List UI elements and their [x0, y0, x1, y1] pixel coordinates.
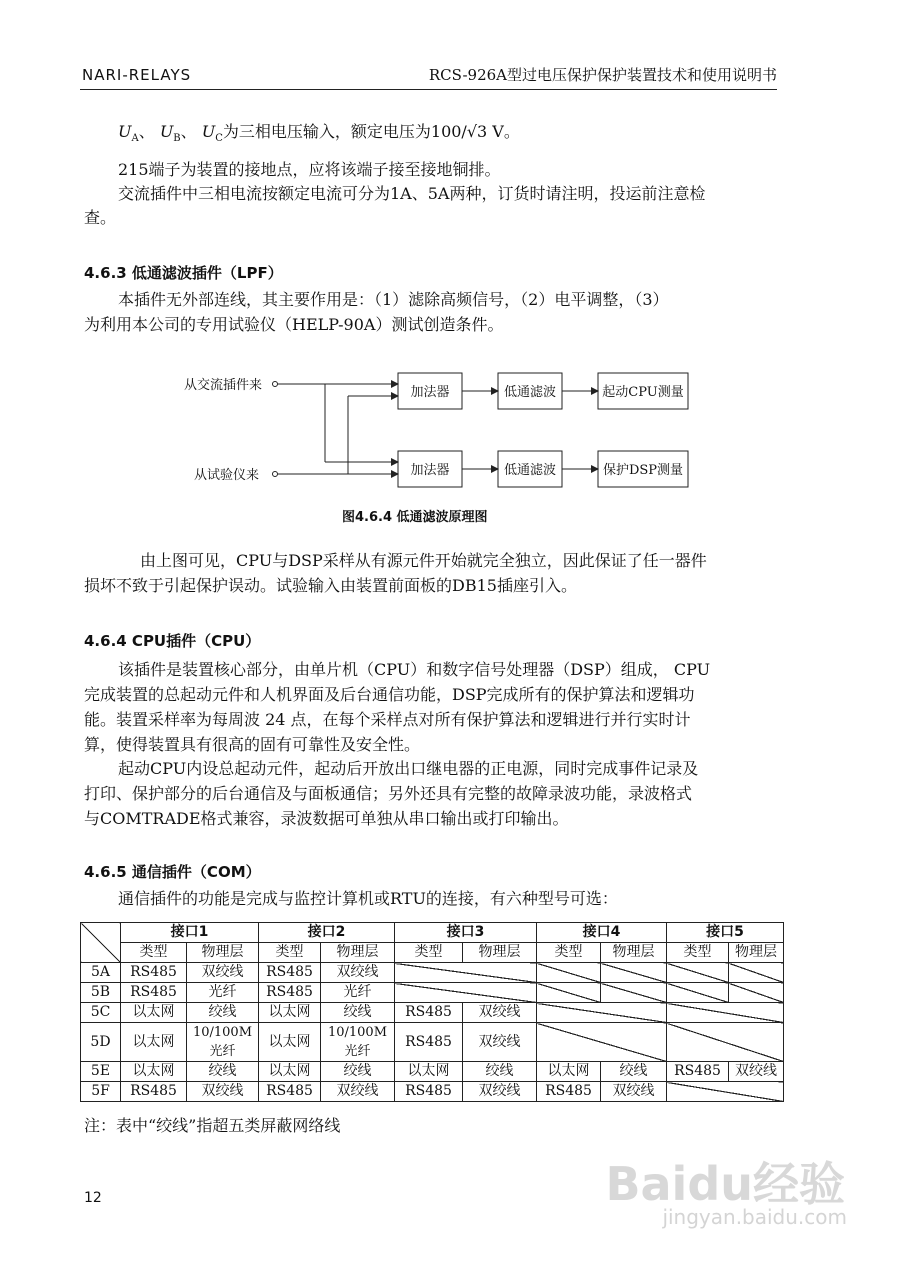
empty-cell	[601, 983, 667, 1003]
port-header: 接口5	[667, 923, 784, 943]
layer-header: 物理层	[463, 943, 537, 963]
model-cell: 5E	[81, 1062, 121, 1082]
paragraph-current-1: 交流插件中三相电流按额定电流可分为1A、5A两种，订货时请注明，投运前注意检	[118, 184, 706, 203]
heading-cpu: 4.6.4 CPU插件（CPU）	[84, 632, 261, 650]
table-cell: 双绞线	[321, 1082, 395, 1102]
header-brand: NARI-RELAYS	[82, 66, 192, 84]
lpf-paragraph-2a: 由上图可见，CPU与DSP采样从有源元件开始就完全独立，因此保证了任一器件	[140, 551, 707, 570]
heading-lpf: 4.6.3 低通滤波插件（LPF）	[84, 264, 283, 282]
table-row	[81, 963, 784, 983]
table-cell: 以太网	[537, 1062, 601, 1082]
table-cell: 以太网	[395, 1062, 463, 1082]
table-row	[81, 983, 784, 1003]
label-adder-bottom: 加法器	[410, 463, 450, 478]
table-cell: RS485	[121, 963, 187, 983]
table-cell: 双绞线	[463, 1003, 537, 1023]
lpf-paragraph-1a: 本插件无外部连线，其主要作用是：（1）滤除高频信号，（2）电平调整，（3）	[118, 290, 669, 309]
empty-cell	[395, 963, 537, 983]
empty-cell	[667, 963, 729, 983]
lpf-paragraph-2b: 损坏不致于引起保护误动。试验输入由装置前面板的DB15插座引入。	[84, 576, 577, 595]
layer-header: 物理层	[729, 943, 784, 963]
table-cell: 以太网	[259, 1062, 321, 1082]
cpu-paragraph-1b: 完成装置的总起动元件和人机界面及后台通信功能，DSP完成所有的保护算法和逻辑功	[84, 685, 695, 704]
empty-cell	[601, 963, 667, 983]
header-title: RCS-926A型过电压保护保护装置技术和使用说明书	[428, 66, 777, 84]
empty-cell	[537, 983, 601, 1003]
table-cell: RS485	[667, 1062, 729, 1082]
table-cell: 绞线	[601, 1062, 667, 1082]
table-cell: 绞线	[463, 1062, 537, 1082]
watermark-url: jingyan.baidu.com	[662, 1205, 847, 1229]
label-dsp: 保护DSP测量	[602, 463, 684, 478]
model-cell: 5C	[81, 1003, 121, 1023]
label-cpu: 起动CPU测量	[602, 385, 684, 400]
label-adder-top: 加法器	[410, 385, 450, 400]
table-cell: 10/100M 光纤	[321, 1023, 395, 1062]
heading-com: 4.6.5 通信插件（COM）	[84, 863, 261, 881]
table-cell: 双绞线	[463, 1023, 537, 1062]
table-cell: 光纤	[187, 983, 259, 1003]
com-table	[80, 922, 784, 1102]
table-cell: 10/100M 光纤	[187, 1023, 259, 1062]
cpu-paragraph-1a: 该插件是装置核心部分，由单片机（CPU）和数字信号处理器（DSP）组成， CPU	[118, 660, 711, 679]
table-cell: RS485	[121, 983, 187, 1003]
type-header: 类型	[259, 943, 321, 963]
layer-header: 物理层	[187, 943, 259, 963]
table-cell: 双绞线	[463, 1082, 537, 1102]
table-cell: RS485	[395, 1003, 463, 1023]
cpu-paragraph-2a: 起动CPU内设总起动元件，起动后开放出口继电器的正电源，同时完成事件记录及	[118, 759, 699, 778]
empty-cell	[667, 1082, 784, 1102]
table-cell: 双绞线	[187, 1082, 259, 1102]
terminal-top	[273, 382, 278, 387]
type-header: 类型	[395, 943, 463, 963]
table-row	[81, 1062, 784, 1082]
cpu-paragraph-1d: 算，使得装置具有很高的固有可靠性及安全性。	[84, 735, 421, 754]
table-corner	[81, 923, 121, 963]
table-cell: 双绞线	[729, 1062, 784, 1082]
table-cell: RS485	[395, 1023, 463, 1062]
model-cell: 5B	[81, 983, 121, 1003]
table-cell: RS485	[259, 983, 321, 1003]
paragraph-current-2: 查。	[84, 208, 117, 227]
port-header: 接口1	[121, 923, 259, 943]
empty-cell	[395, 983, 537, 1003]
model-cell: 5F	[81, 1082, 121, 1102]
table-cell: 双绞线	[187, 963, 259, 983]
table-cell: RS485	[259, 963, 321, 983]
cpu-paragraph-1c: 能。装置采样率为每周波 24 点，在每个采样点对所有保护算法和逻辑进行并行实时计	[84, 710, 691, 729]
table-cell: 双绞线	[321, 963, 395, 983]
empty-cell	[729, 963, 784, 983]
empty-cell	[667, 1023, 784, 1062]
label-lowpass-bottom: 低通滤波	[503, 463, 557, 478]
figure-caption: 图4.6.4 低通滤波原理图	[342, 510, 488, 525]
page-number: 12	[84, 1190, 102, 1206]
table-cell: 以太网	[259, 1003, 321, 1023]
table-cell: RS485	[395, 1082, 463, 1102]
table-row	[81, 1003, 784, 1023]
table-cell: 绞线	[321, 1003, 395, 1023]
port-header: 接口4	[537, 923, 667, 943]
label-input-bottom: 从试验仪来	[194, 468, 260, 483]
table-header-ports	[81, 923, 784, 943]
type-header: 类型	[537, 943, 601, 963]
watermark-logo: Baidu经验	[605, 1157, 845, 1211]
layer-header: 物理层	[601, 943, 667, 963]
cpu-paragraph-2b: 打印、保护部分的后台通信及与面板通信；另外还具有完整的故障录波功能，录波格式	[84, 784, 693, 803]
empty-cell	[537, 1003, 667, 1023]
table-cell: 以太网	[121, 1062, 187, 1082]
lpf-diagram	[170, 365, 710, 495]
table-cell: 以太网	[121, 1003, 187, 1023]
table-cell: 双绞线	[601, 1082, 667, 1102]
model-cell: 5D	[81, 1023, 121, 1062]
empty-cell	[667, 983, 729, 1003]
table-cell: 以太网	[121, 1023, 187, 1062]
table-row	[81, 1082, 784, 1102]
paragraph-ground: 215端子为装置的接地点，应将该端子接至接地铜排。	[118, 160, 501, 179]
com-paragraph: 通信插件的功能是完成与监控计算机或RTU的连接，有六种型号可选：	[118, 889, 618, 908]
table-cell: 光纤	[321, 983, 395, 1003]
empty-cell	[667, 1003, 784, 1023]
layer-header: 物理层	[321, 943, 395, 963]
model-cell: 5A	[81, 963, 121, 983]
table-note: 注：表中“绞线”指超五类屏蔽网络线	[84, 1116, 341, 1135]
label-input-top: 从交流插件来	[184, 378, 263, 393]
type-header: 类型	[121, 943, 187, 963]
table-cell: 以太网	[259, 1023, 321, 1062]
voltage-line: $U_A$、 $U_B$、 $U_C$为三相电压输入，额定电压为100/√3 V。	[118, 122, 520, 145]
table-row	[81, 1023, 784, 1062]
table-cell: RS485	[259, 1082, 321, 1102]
empty-cell	[537, 963, 601, 983]
table-cell: 绞线	[321, 1062, 395, 1082]
type-header: 类型	[667, 943, 729, 963]
empty-cell	[729, 983, 784, 1003]
port-header: 接口3	[395, 923, 537, 943]
port-header: 接口2	[259, 923, 395, 943]
cpu-paragraph-2c: 与COMTRADE格式兼容，录波数据可单独从串口输出或打印输出。	[84, 809, 569, 828]
empty-cell	[537, 1023, 667, 1062]
header-rule	[80, 89, 777, 90]
table-cell: RS485	[121, 1082, 187, 1102]
table-cell: 绞线	[187, 1062, 259, 1082]
table-cell: 绞线	[187, 1003, 259, 1023]
label-lowpass-top: 低通滤波	[503, 385, 557, 400]
terminal-bottom	[273, 472, 278, 477]
table-header-sub	[81, 943, 784, 963]
table-cell: RS485	[537, 1082, 601, 1102]
lpf-paragraph-1b: 为利用本公司的专用试验仪（HELP-90A）测试创造条件。	[84, 315, 504, 334]
